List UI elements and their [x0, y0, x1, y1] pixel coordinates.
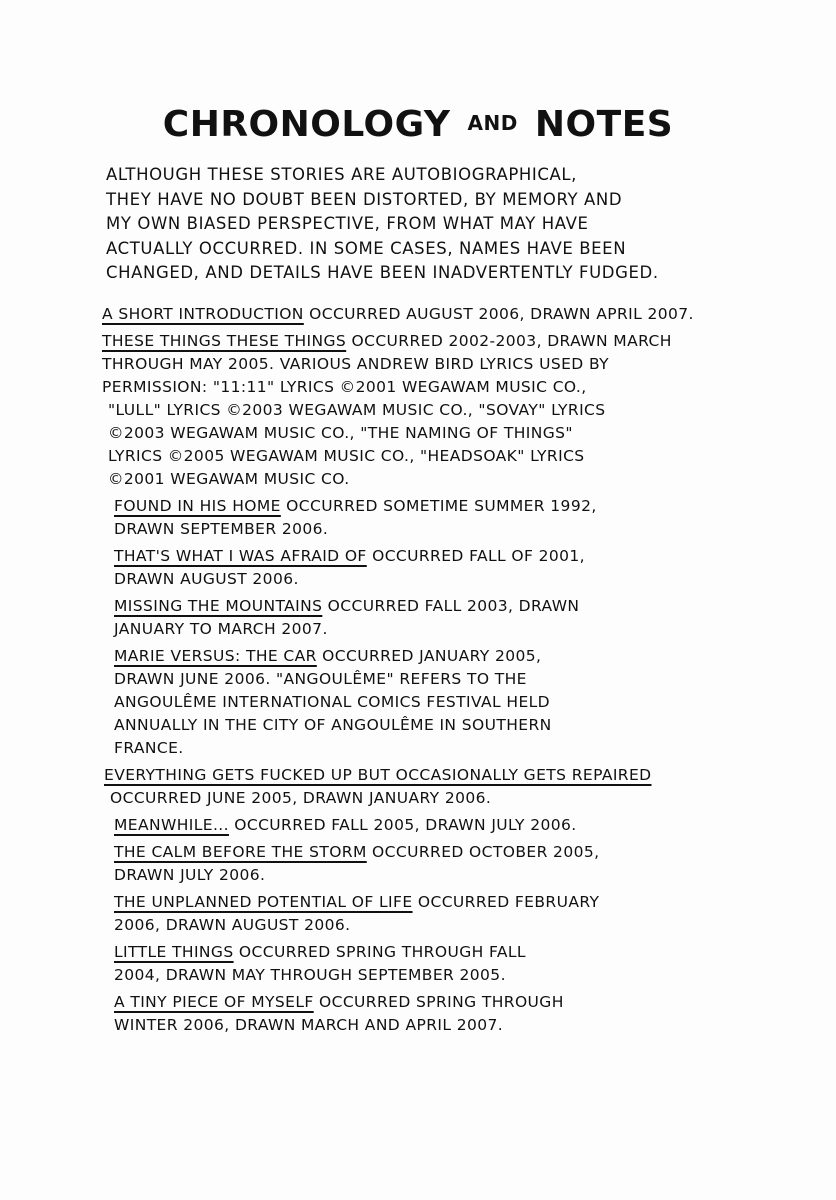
story-title: THE CALM BEFORE THE STORM [114, 843, 367, 861]
chronology-entry-thats-what-i-was-afraid-of [100, 545, 740, 591]
intro-line: ACTUALLY OCCURRED. IN SOME CASES, NAMES HAVE BEEN [106, 238, 627, 258]
entry-details: OCCURRED AUGUST 2006, DRAWN APRIL 2007. [303, 305, 694, 323]
chronology-list [100, 303, 740, 1041]
chronology-entry-marie-versus-the-car [100, 645, 740, 760]
entry-details: OCCURRED FALL OF 2001, [366, 547, 585, 565]
chronology-entry-a-short-introduction [100, 303, 740, 326]
intro-line: MY OWN BIASED PERSPECTIVE, FROM WHAT MAY HAVE [106, 214, 589, 233]
intro-line: ALTHOUGH THESE STORIES ARE AUTOBIOGRAPHICAL, [106, 165, 578, 184]
entry-detail-line: LYRICS ©2005 WEGAWAM MUSIC CO., "HEADSOAK" LYRICS [108, 447, 585, 465]
story-title: THESE THINGS THESE THINGS [102, 332, 347, 350]
story-title: THAT'S WHAT I WAS AFRAID OF [114, 547, 367, 565]
entry-detail-line: PERMISSION: "11:11" LYRICS ©2001 WEGAWAM MUSIC CO., [102, 378, 587, 396]
entry-first-line [114, 495, 740, 518]
entry-details: OCCURRED OCTOBER 2005, [366, 843, 600, 861]
entry-first-line [114, 814, 740, 837]
entry-details: OCCURRED SPRING THROUGH FALL [233, 943, 526, 961]
entry-first-line [104, 764, 740, 787]
title-and: AND [467, 111, 518, 135]
entry-detail-line: THROUGH MAY 2005. VARIOUS ANDREW BIRD LYRICS USED BY [102, 355, 610, 373]
entry-detail-line: DRAWN JUNE 2006. "ANGOULÊME" REFERS TO THE [114, 670, 527, 688]
entry-detail-line: FRANCE. [114, 739, 184, 757]
entry-first-line [114, 891, 740, 914]
entry-detail-line: OCCURRED JUNE 2005, DRAWN JANUARY 2006. [110, 789, 492, 807]
title-notes: NOTES [534, 104, 674, 145]
entry-details: OCCURRED SPRING THROUGH [313, 993, 564, 1011]
story-title: EVERYTHING GETS FUCKED UP BUT OCCASIONALLY GETS REPAIRED [104, 766, 652, 784]
chronology-entry-the-unplanned-potential-of-life [100, 891, 740, 937]
chronology-entry-meanwhile [100, 814, 740, 837]
title-chronology: CHRONOLOGY [162, 104, 451, 145]
story-title: A TINY PIECE OF MYSELF [114, 993, 314, 1011]
chronology-entry-the-calm-before-the-storm [100, 841, 740, 887]
entry-detail-line: 2006, DRAWN AUGUST 2006. [114, 916, 351, 934]
story-title: A SHORT INTRODUCTION [102, 305, 304, 323]
story-title: MEANWHILE... [114, 816, 229, 834]
entry-detail-line: ©2001 WEGAWAM MUSIC CO. [108, 470, 350, 488]
entry-detail-line: "LULL" LYRICS ©2003 WEGAWAM MUSIC CO., "SOVAY" LYRICS [108, 401, 606, 419]
entry-first-line [114, 991, 740, 1014]
chronology-entry-a-tiny-piece-of-myself [100, 991, 740, 1037]
entry-detail-line: 2004, DRAWN MAY THROUGH SEPTEMBER 2005. [114, 966, 506, 984]
entry-first-line [114, 841, 740, 864]
entry-detail-line: DRAWN AUGUST 2006. [114, 570, 299, 588]
entry-first-line [114, 595, 740, 618]
entry-detail-line: DRAWN SEPTEMBER 2006. [114, 520, 329, 538]
entry-detail-line: DRAWN JULY 2006. [114, 866, 266, 884]
intro-paragraph [106, 163, 726, 286]
chronology-entry-missing-the-mountains [100, 595, 740, 641]
intro-line: THEY HAVE NO DOUBT BEEN DISTORTED, BY MEMORY AND [106, 189, 623, 209]
chronology-entry-everything-gets-fucked-up [100, 764, 740, 810]
story-title: MARIE VERSUS: THE CAR [114, 647, 317, 665]
entry-first-line [114, 645, 740, 668]
story-title: FOUND IN HIS HOME [114, 497, 281, 515]
entry-details: OCCURRED FALL 2003, DRAWN [322, 597, 580, 615]
entry-details: OCCURRED FALL 2005, DRAWN JULY 2006. [228, 816, 577, 834]
entry-detail-line: ©2003 WEGAWAM MUSIC CO., "THE NAMING OF THINGS" [108, 424, 573, 442]
story-title: LITTLE THINGS [114, 943, 234, 961]
entry-details: OCCURRED FEBRUARY [412, 893, 600, 911]
entry-first-line [114, 545, 740, 568]
entry-first-line [102, 303, 740, 326]
entry-detail-line: ANNUALLY IN THE CITY OF ANGOULÊME IN SOUTHERN [114, 716, 552, 734]
intro-line: CHANGED, AND DETAILS HAVE BEEN INADVERTENTLY FUDGED. [106, 263, 659, 282]
entry-detail-line: WINTER 2006, DRAWN MARCH AND APRIL 2007. [114, 1016, 504, 1034]
entry-detail-line: ANGOULÊME INTERNATIONAL COMICS FESTIVAL HELD [114, 693, 551, 711]
entry-detail-line: JANUARY TO MARCH 2007. [114, 620, 328, 638]
entry-first-line [102, 330, 740, 353]
entry-details: OCCURRED SOMETIME SUMMER 1992, [280, 497, 597, 515]
entry-details: OCCURRED JANUARY 2005, [316, 647, 542, 665]
page-title [0, 104, 836, 145]
chronology-entry-these-things [100, 330, 740, 491]
chronology-entry-found-in-his-home [100, 495, 740, 541]
chronology-entry-little-things [100, 941, 740, 987]
entry-first-line [114, 941, 740, 964]
story-title: THE UNPLANNED POTENTIAL OF LIFE [114, 893, 413, 911]
entry-details: OCCURRED 2002-2003, DRAWN MARCH [346, 332, 672, 350]
story-title: MISSING THE MOUNTAINS [114, 597, 323, 615]
